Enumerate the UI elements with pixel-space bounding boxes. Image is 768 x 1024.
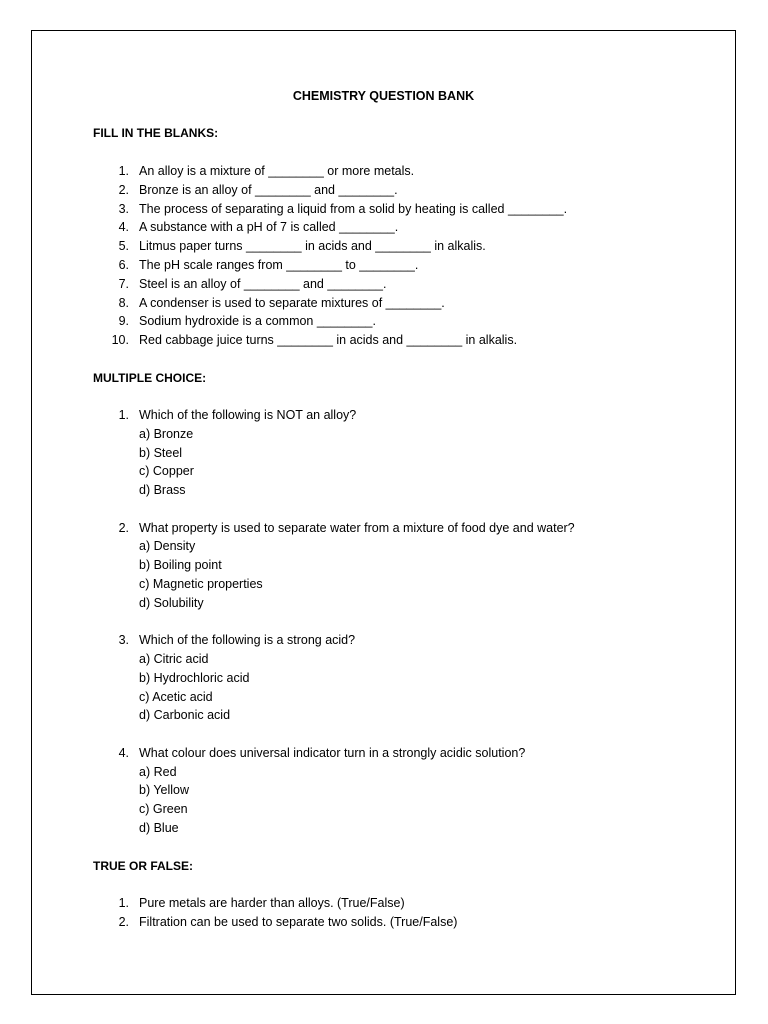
mc-option: a) Citric acid — [139, 651, 209, 666]
fill-blank-item-text: Steel is an alloy of ________ and ________. — [139, 276, 387, 291]
mc-option: a) Red — [139, 764, 177, 779]
fill-blank-item-number: 9. — [118, 314, 129, 329]
fill-in-blanks-list — [93, 162, 713, 350]
mc-option: d) Carbonic acid — [139, 708, 231, 723]
mc-option-row — [93, 537, 713, 556]
mc-option: c) Magnetic properties — [139, 576, 263, 591]
mc-option-row — [93, 650, 713, 669]
mc-option-row — [93, 781, 713, 800]
mc-spacer — [93, 725, 713, 744]
mc-option: b) Boiling point — [139, 558, 222, 573]
mc-option: a) Density — [139, 539, 196, 554]
true-false-list — [93, 894, 713, 932]
mc-option-row — [93, 556, 713, 575]
fill-blank-item — [93, 312, 713, 331]
fill-blank-item-text: An alloy is a mixture of ________ or more metals. — [139, 164, 415, 178]
mc-option: c) Copper — [139, 464, 194, 479]
fill-blank-item-number: 7. — [118, 276, 129, 291]
mc-option-row — [93, 763, 713, 782]
section-heading-fill-in-blanks: FILL IN THE BLANKS: — [93, 126, 219, 140]
fill-blank-item — [93, 256, 713, 275]
fill-blank-item — [93, 162, 713, 181]
true-false-item-number: 1. — [118, 896, 129, 910]
mc-question-stem — [93, 631, 713, 650]
fill-blank-item-number: 3. — [118, 201, 129, 216]
true-false-item — [93, 913, 713, 932]
fill-blank-item-text: A condenser is used to separate mixtures of ________. — [139, 295, 445, 310]
fill-blank-item-text: Litmus paper turns ________ in acids and ________ in alkalis. — [139, 239, 486, 254]
fill-blank-item — [93, 181, 713, 200]
mc-question-stem — [93, 744, 713, 763]
mc-option: c) Acetic acid — [139, 689, 213, 704]
true-false-item-text: Filtration can be used to separate two solids. (True/False) — [139, 914, 458, 929]
mc-option: b) Steel — [139, 445, 183, 460]
page-title: CHEMISTRY QUESTION BANK — [292, 89, 475, 103]
fill-blank-item-number: 4. — [118, 220, 129, 235]
mc-option: c) Green — [139, 802, 188, 817]
section-heading-true-false: TRUE OR FALSE: — [93, 859, 194, 873]
true-false-item-text: Pure metals are harder than alloys. (True/False) — [139, 896, 405, 910]
fill-blank-item-text: Red cabbage juice turns ________ in acids and ________ in alkalis. — [139, 333, 518, 348]
mc-option-row — [93, 594, 713, 613]
mc-question-text: What property is used to separate water from a mixture of food dye and water? — [139, 520, 575, 535]
mc-option: d) Brass — [139, 483, 186, 498]
mc-question-stem — [93, 406, 713, 425]
mc-option: b) Yellow — [139, 783, 190, 798]
mc-question-text: What colour does universal indicator turn in a strongly acidic solution? — [139, 745, 526, 760]
fill-blank-item — [93, 237, 713, 256]
mc-option: a) Bronze — [139, 426, 194, 441]
section-heading-multiple-choice: MULTIPLE CHOICE: — [93, 371, 207, 385]
mc-option-row — [93, 481, 713, 500]
mc-option-row — [93, 425, 713, 444]
mc-question-text: Which of the following is NOT an alloy? — [139, 408, 357, 422]
fill-blank-item — [93, 218, 713, 237]
fill-blank-item — [93, 294, 713, 313]
mc-option-row — [93, 688, 713, 707]
fill-blank-item — [93, 275, 713, 294]
true-false-item — [93, 894, 713, 913]
fill-blank-item-text: The process of separating a liquid from a solid by heating is called ________. — [139, 201, 568, 216]
mc-question — [93, 744, 713, 838]
mc-question-number: 3. — [118, 633, 129, 648]
mc-question-number: 1. — [118, 408, 129, 422]
fill-blank-item-number: 1. — [118, 164, 129, 178]
mc-option-row — [93, 706, 713, 725]
mc-question-text: Which of the following is a strong acid? — [139, 633, 356, 648]
fill-blank-item-text: The pH scale ranges from ________ to ________. — [139, 257, 419, 272]
mc-option: d) Blue — [139, 820, 179, 835]
fill-blank-item-number: 2. — [118, 182, 129, 197]
fill-blank-item-number: 6. — [118, 257, 129, 272]
fill-blank-item-text: Sodium hydroxide is a common ________. — [139, 314, 376, 329]
multiple-choice-list — [93, 406, 713, 838]
fill-blank-item-text: Bronze is an alloy of ________ and ________. — [139, 182, 398, 197]
mc-option: b) Hydrochloric acid — [139, 670, 250, 685]
document-page — [31, 30, 736, 995]
mc-spacer — [93, 500, 713, 519]
mc-option-row — [93, 669, 713, 688]
mc-spacer — [93, 613, 713, 632]
fill-blank-item — [93, 200, 713, 219]
mc-option: d) Solubility — [139, 595, 204, 610]
mc-question-stem — [93, 519, 713, 538]
true-false-item-number: 2. — [118, 914, 129, 929]
fill-blank-item-text: A substance with a pH of 7 is called ________. — [139, 220, 399, 235]
mc-question — [93, 519, 713, 613]
mc-question — [93, 631, 713, 725]
mc-question-number: 4. — [118, 745, 129, 760]
mc-option-row — [93, 575, 713, 594]
fill-blank-item-number: 10. — [111, 333, 129, 348]
fill-blank-item — [93, 331, 713, 350]
mc-option-row — [93, 462, 713, 481]
mc-option-row — [93, 444, 713, 463]
mc-question — [93, 406, 713, 500]
mc-question-number: 2. — [118, 520, 129, 535]
fill-blank-item-number: 5. — [118, 239, 129, 254]
mc-option-row — [93, 819, 713, 838]
fill-blank-item-number: 8. — [118, 295, 129, 310]
mc-option-row — [93, 800, 713, 819]
